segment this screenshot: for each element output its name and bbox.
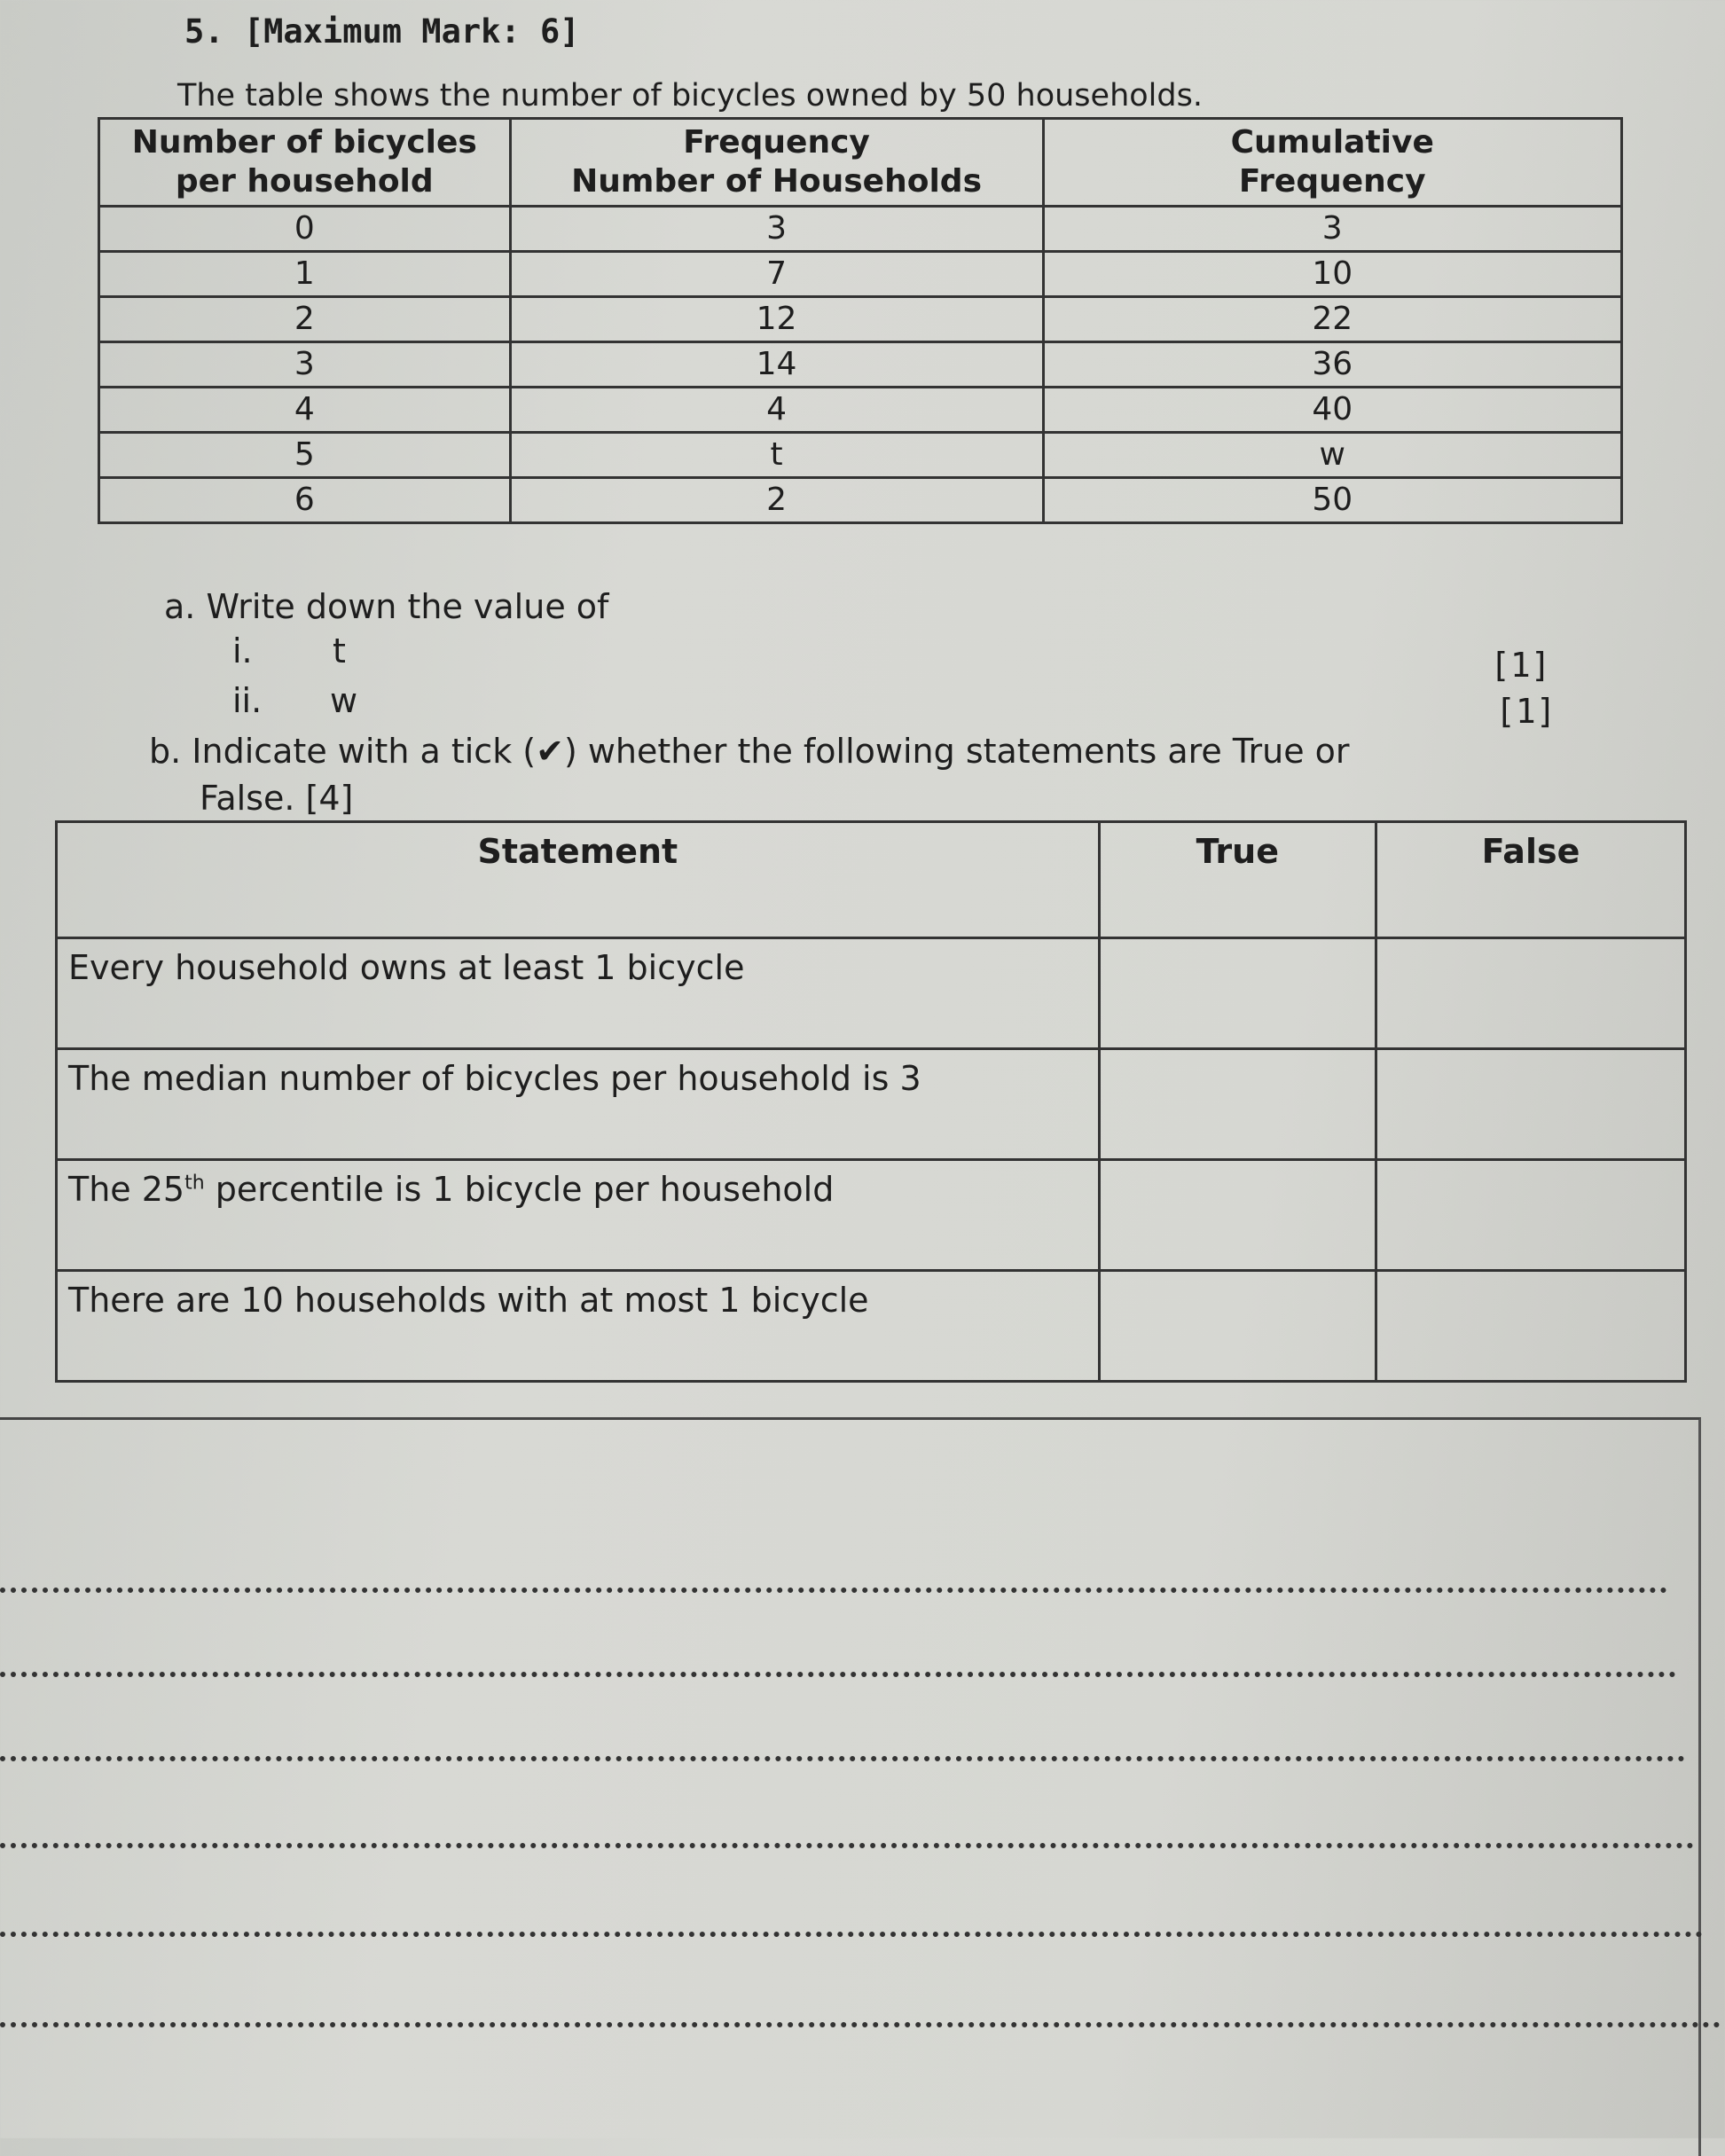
table-row (99, 478, 1622, 523)
answer-line[interactable] (0, 1843, 1694, 1848)
part-a-ii-marks: [1] (1495, 692, 1556, 731)
cell: 3 (510, 207, 1043, 252)
statement-text: Every household owns at least 1 bicycle (57, 938, 1100, 1049)
part-a-ii-label: ii. (232, 681, 263, 720)
false-tick-box[interactable] (1376, 1271, 1685, 1382)
table-row (99, 342, 1622, 388)
answer-line[interactable] (0, 1932, 1703, 1937)
part-a-prompt: a. Write down the value of (164, 587, 609, 626)
false-tick-box[interactable] (1376, 1160, 1685, 1271)
cell: 22 (1043, 297, 1621, 342)
question-title: 5. [Maximum Mark: 6] (184, 12, 580, 51)
header-frequency: Frequency Number of Households (510, 119, 1043, 207)
true-tick-box[interactable] (1099, 1271, 1376, 1382)
cell: 3 (1043, 207, 1621, 252)
answer-line[interactable] (0, 2022, 1721, 2027)
part-b-prompt: b. Indicate with a tick (✔) whether the following statements are True or (149, 732, 1350, 771)
part-a-i-var: t (333, 631, 346, 670)
part-b-prompt-cont: False. [4] (200, 779, 354, 818)
statement-text: There are 10 households with at most 1 bicycle (57, 1271, 1100, 1382)
table-row (57, 938, 1686, 1049)
true-tick-box[interactable] (1099, 938, 1376, 1049)
table-header-row (99, 119, 1622, 207)
question-intro: The table shows the number of bicycles owned by 50 households. (177, 78, 1203, 114)
answer-line[interactable] (0, 1588, 1667, 1593)
header-cumulative: Cumulative Frequency (1043, 119, 1621, 207)
true-tick-box[interactable] (1099, 1049, 1376, 1160)
table-row (99, 297, 1622, 342)
cell: 6 (99, 478, 511, 523)
cell: 10 (1043, 252, 1621, 297)
cell: 7 (510, 252, 1043, 297)
cell: 2 (99, 297, 511, 342)
answer-box[interactable] (0, 1417, 1701, 2156)
cell: 3 (99, 342, 511, 388)
frequency-table (98, 117, 1623, 524)
cell: 2 (510, 478, 1043, 523)
cell: w (1043, 433, 1621, 478)
header-bicycles: Number of bicycles per household (99, 119, 511, 207)
cell: 1 (99, 252, 511, 297)
answer-line[interactable] (0, 1672, 1676, 1677)
cell: 50 (1043, 478, 1621, 523)
answer-line[interactable] (0, 1756, 1685, 1761)
table-header-row (57, 822, 1686, 938)
true-tick-box[interactable] (1099, 1160, 1376, 1271)
cell: 5 (99, 433, 511, 478)
part-a-ii-var: w (330, 681, 358, 720)
cell: 14 (510, 342, 1043, 388)
table-row (99, 433, 1622, 478)
table-row (99, 252, 1622, 297)
table-row (57, 1049, 1686, 1160)
cell: t (510, 433, 1043, 478)
statement-text: The median number of bicycles per household is 3 (57, 1049, 1100, 1160)
statement-table (55, 820, 1687, 1383)
cell: 40 (1043, 388, 1621, 433)
part-a-i-label: i. (232, 631, 253, 670)
part-a-i-marks: [1] (1490, 646, 1551, 685)
table-row (99, 207, 1622, 252)
false-tick-box[interactable] (1376, 938, 1685, 1049)
table-row (99, 388, 1622, 433)
cell: 12 (510, 297, 1043, 342)
cell: 0 (99, 207, 511, 252)
header-statement: Statement (57, 822, 1100, 938)
header-true: True (1099, 822, 1376, 938)
table-row (57, 1271, 1686, 1382)
table-row (57, 1160, 1686, 1271)
cell: 4 (99, 388, 511, 433)
statement-text: The 25th percentile is 1 bicycle per household (57, 1160, 1100, 1271)
header-false: False (1376, 822, 1685, 938)
false-tick-box[interactable] (1376, 1049, 1685, 1160)
cell: 4 (510, 388, 1043, 433)
cell: 36 (1043, 342, 1621, 388)
